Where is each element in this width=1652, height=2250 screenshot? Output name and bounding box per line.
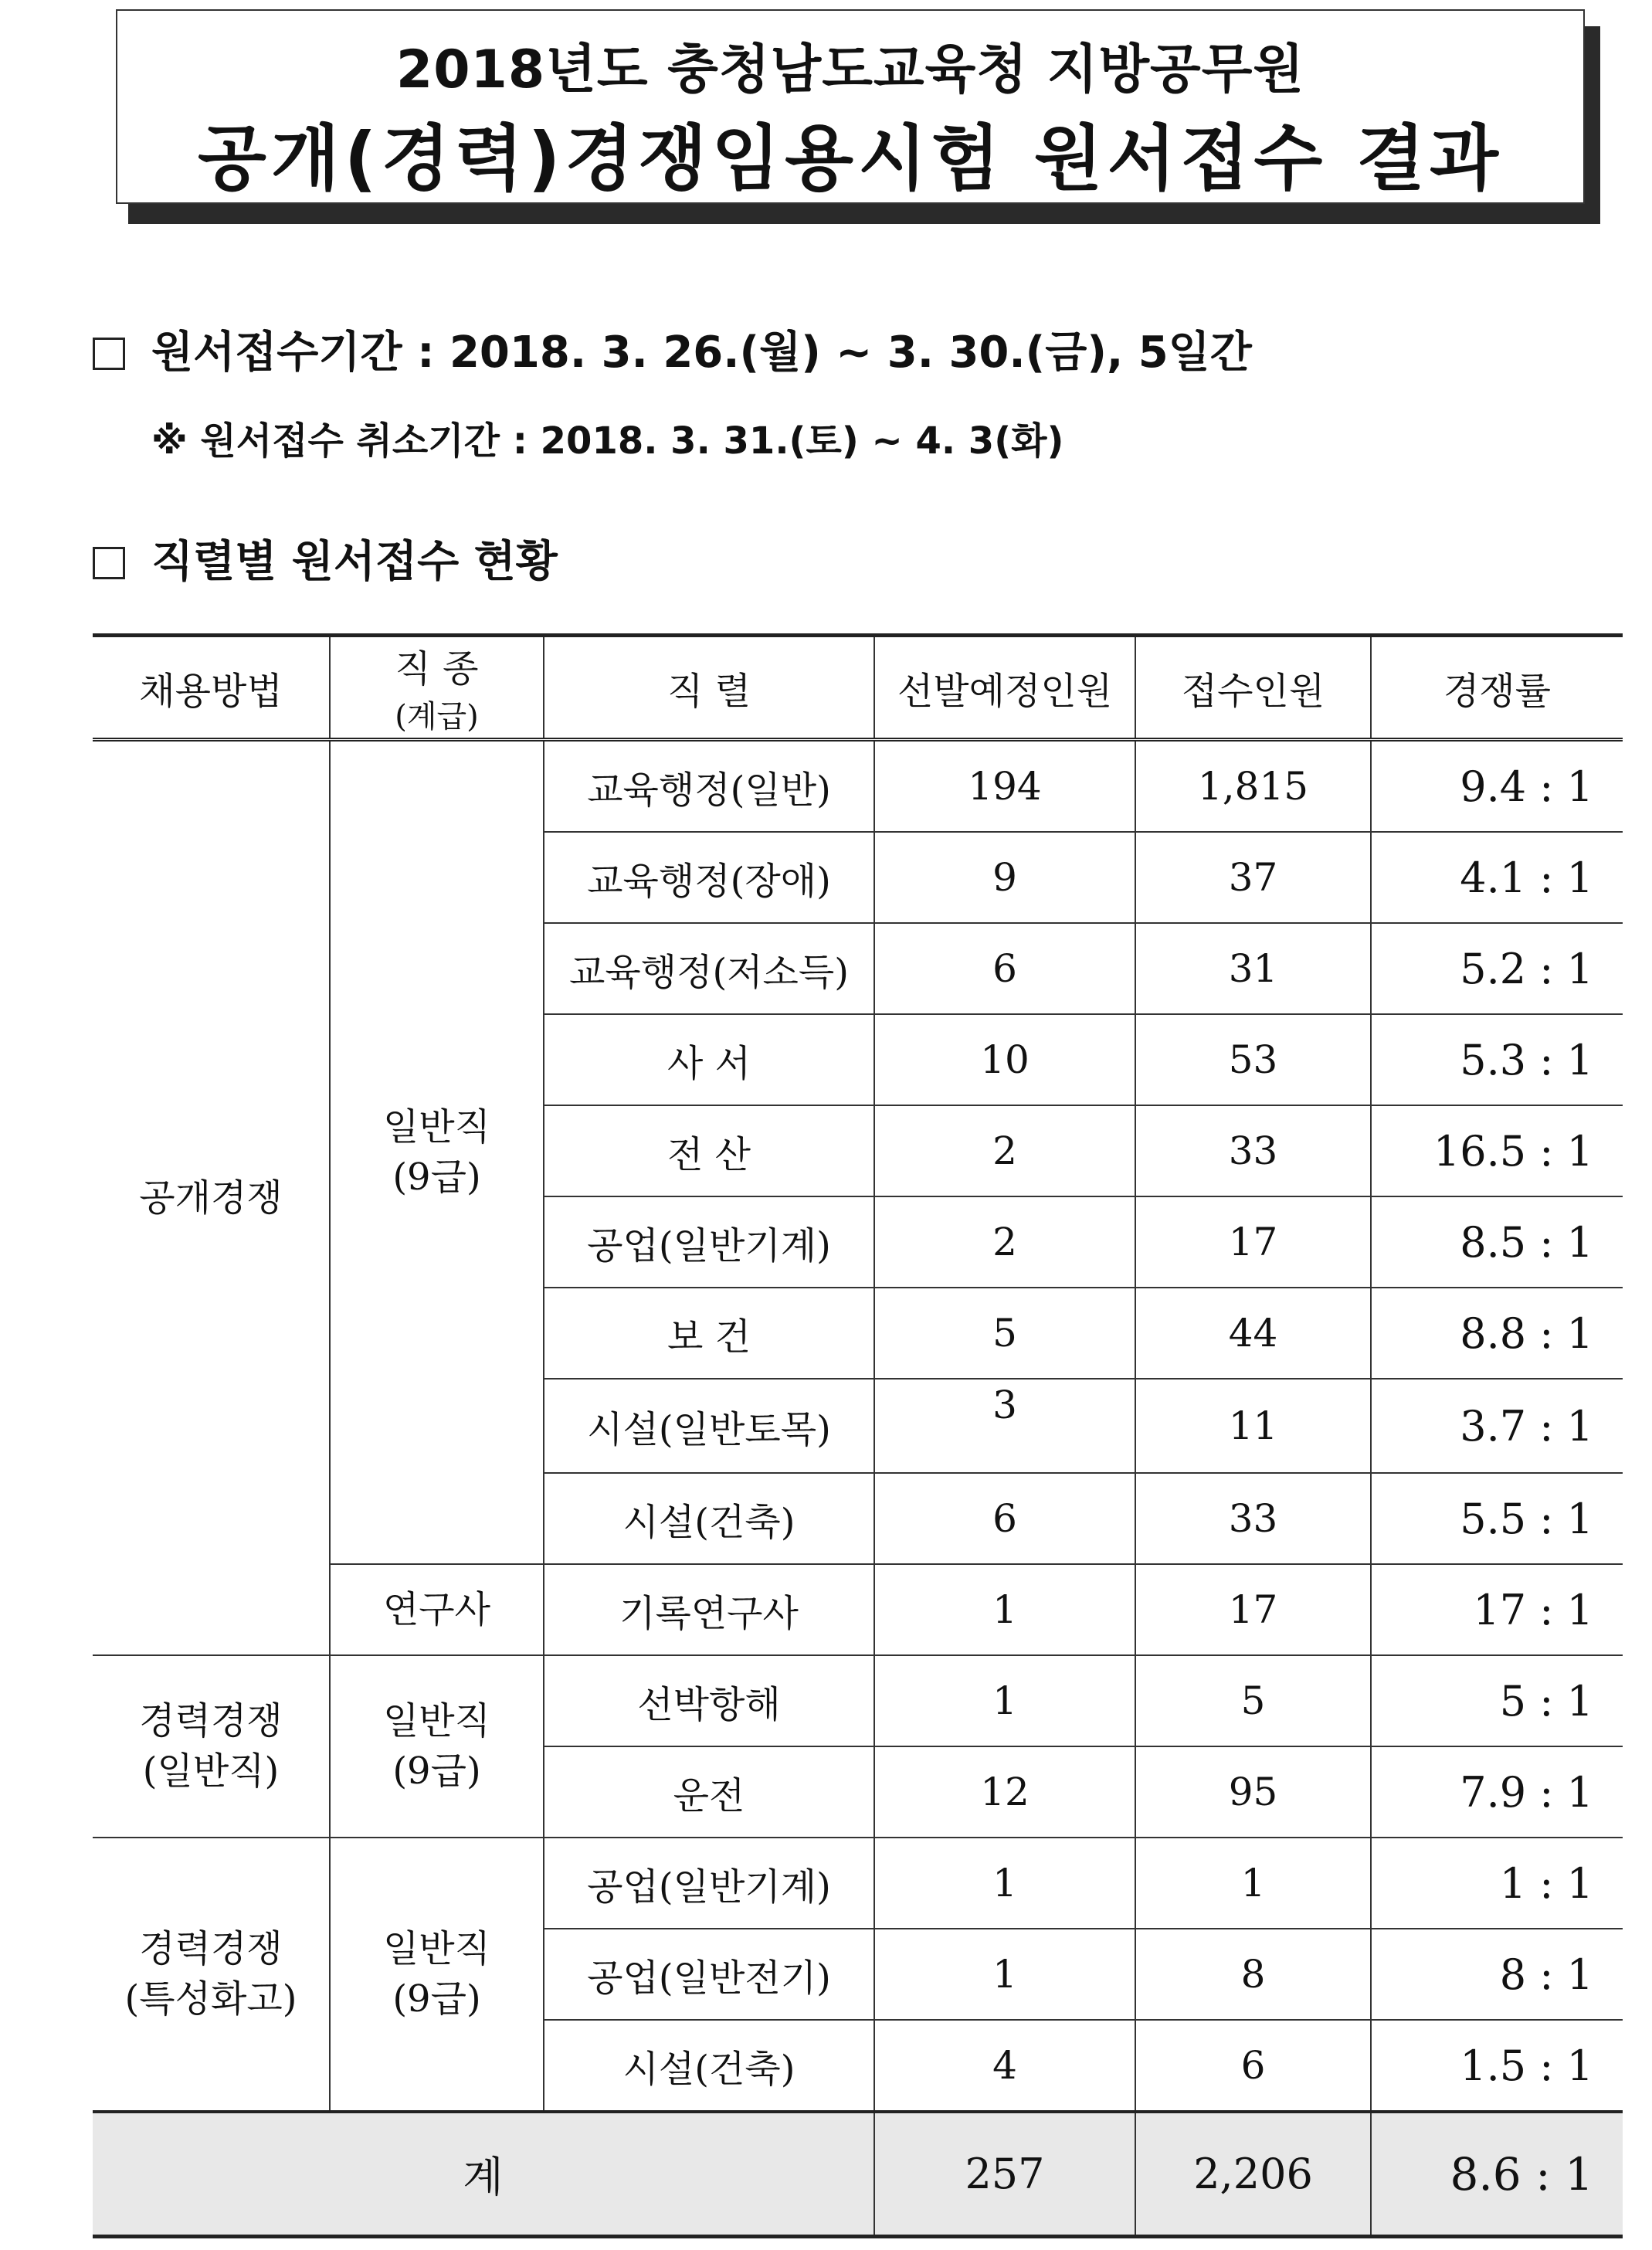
series-cell: 시설(건축): [544, 1473, 874, 1564]
planned-cell: 2: [874, 1105, 1135, 1196]
applicants-cell: 1,815: [1135, 740, 1371, 833]
series-cell: 교육행정(장애): [544, 832, 874, 923]
series-cell: 선박항해: [544, 1655, 874, 1746]
rate-cell: 17 : 1: [1371, 1564, 1623, 1655]
title-banner: [116, 9, 1591, 210]
rate-cell: 8.8 : 1: [1371, 1288, 1623, 1379]
rate-cell: 5.3 : 1: [1371, 1014, 1623, 1105]
title-box: [116, 9, 1585, 204]
applicants-cell: 11: [1135, 1379, 1371, 1473]
applicants-cell: 95: [1135, 1746, 1371, 1838]
header-kind: [330, 636, 544, 740]
rate-cell: 5 : 1: [1371, 1655, 1623, 1746]
planned-cell: 2: [874, 1196, 1135, 1288]
header-planned: 선발예정인원: [874, 636, 1135, 740]
series-cell: 공업(일반기계): [544, 1838, 874, 1929]
table-row: [93, 1838, 1623, 1929]
planned-cell: 10: [874, 1014, 1135, 1105]
title-line-2: 공개(경력)경쟁임용시험 원서접수 결과: [197, 117, 1504, 200]
table-row: [93, 1655, 1623, 1746]
planned-cell: 1: [874, 1929, 1135, 2020]
planned-cell: 3: [874, 1379, 1135, 1473]
rate-cell: 1.5 : 1: [1371, 2020, 1623, 2112]
rate-cell: 7.9 : 1: [1371, 1746, 1623, 1838]
kind-cell: 연구사: [330, 1564, 544, 1655]
title-line-1: 2018년도 충청남도교육청 지방공무원: [395, 39, 1305, 100]
series-cell: 공업(일반기계): [544, 1196, 874, 1288]
applicants-cell: 33: [1135, 1105, 1371, 1196]
applicants-cell: 17: [1135, 1196, 1371, 1288]
section-application-period-label: 원서접수기간 : 2018. 3. 26.(월) ~ 3. 30.(금), 5일간: [151, 327, 1252, 378]
applicants-cell: 1: [1135, 1838, 1371, 1929]
planned-cell: 4: [874, 2020, 1135, 2112]
rate-cell: 1 : 1: [1371, 1838, 1623, 1929]
rate-cell: 9.4 : 1: [1371, 740, 1623, 833]
rate-cell: 16.5 : 1: [1371, 1105, 1623, 1196]
application-results-table: [93, 633, 1623, 2238]
series-cell: 기록연구사: [544, 1564, 874, 1655]
method-cell: 공개경쟁: [93, 740, 330, 1656]
rate-cell: 4.1 : 1: [1371, 832, 1623, 923]
series-cell: 사 서: [544, 1014, 874, 1105]
section-application-period: [93, 318, 1252, 380]
rate-cell: 3.7 : 1: [1371, 1379, 1623, 1473]
total-row: [93, 2112, 1623, 2237]
kind-cell: 일반직 (9급): [330, 1838, 544, 2112]
rate-cell: 8 : 1: [1371, 1929, 1623, 2020]
total-label: 계: [93, 2112, 874, 2237]
method-cell: 경력경쟁 (일반직): [93, 1655, 330, 1838]
planned-cell: 12: [874, 1746, 1135, 1838]
checkbox-square-icon: [93, 547, 125, 579]
total-planned: 257: [874, 2112, 1135, 2237]
header-method: 채용방법: [93, 636, 330, 740]
series-cell: 운전: [544, 1746, 874, 1838]
planned-cell: 9: [874, 832, 1135, 923]
applicants-cell: 37: [1135, 832, 1371, 923]
planned-cell: 1: [874, 1838, 1135, 1929]
applicants-cell: 6: [1135, 2020, 1371, 2112]
planned-cell: 194: [874, 740, 1135, 833]
method-cell: 경력경쟁 (특성화고): [93, 1838, 330, 2112]
planned-cell: 1: [874, 1564, 1135, 1655]
cancellation-period-note: ※ 원서접수 취소기간 : 2018. 3. 31.(토) ~ 4. 3(화): [151, 419, 1064, 463]
series-cell: 보 건: [544, 1288, 874, 1379]
series-cell: 전 산: [544, 1105, 874, 1196]
header-kind-label: 직 종: [395, 647, 479, 691]
rate-cell: 5.5 : 1: [1371, 1473, 1623, 1564]
applicants-cell: 8: [1135, 1929, 1371, 2020]
applicants-cell: 31: [1135, 923, 1371, 1014]
header-kind-sub: (계급): [395, 699, 479, 735]
table-row: [93, 740, 1623, 833]
total-applicants: 2,206: [1135, 2112, 1371, 2237]
applicants-cell: 53: [1135, 1014, 1371, 1105]
planned-cell: 1: [874, 1655, 1135, 1746]
applicants-cell: 5: [1135, 1655, 1371, 1746]
series-cell: 교육행정(저소득): [544, 923, 874, 1014]
planned-cell: 6: [874, 923, 1135, 1014]
header-rate: 경쟁률: [1371, 636, 1623, 740]
applicants-cell: 17: [1135, 1564, 1371, 1655]
series-cell: 시설(일반토목): [544, 1379, 874, 1473]
total-rate: 8.6 : 1: [1371, 2112, 1623, 2237]
rate-cell: 5.2 : 1: [1371, 923, 1623, 1014]
applicants-cell: 44: [1135, 1288, 1371, 1379]
table-header-row: [93, 636, 1623, 740]
applicants-cell: 33: [1135, 1473, 1371, 1564]
section-status: [93, 528, 558, 589]
header-series: 직 렬: [544, 636, 874, 740]
planned-cell: 5: [874, 1288, 1135, 1379]
kind-cell: 일반직 (9급): [330, 740, 544, 1565]
series-cell: 시설(건축): [544, 2020, 874, 2112]
series-cell: 교육행정(일반): [544, 740, 874, 833]
checkbox-square-icon: [93, 338, 125, 370]
kind-cell: 일반직 (9급): [330, 1655, 544, 1838]
section-status-label: 직렬별 원서접수 현황: [151, 537, 558, 587]
rate-cell: 8.5 : 1: [1371, 1196, 1623, 1288]
header-applicants: 접수인원: [1135, 636, 1371, 740]
series-cell: 공업(일반전기): [544, 1929, 874, 2020]
planned-cell: 6: [874, 1473, 1135, 1564]
